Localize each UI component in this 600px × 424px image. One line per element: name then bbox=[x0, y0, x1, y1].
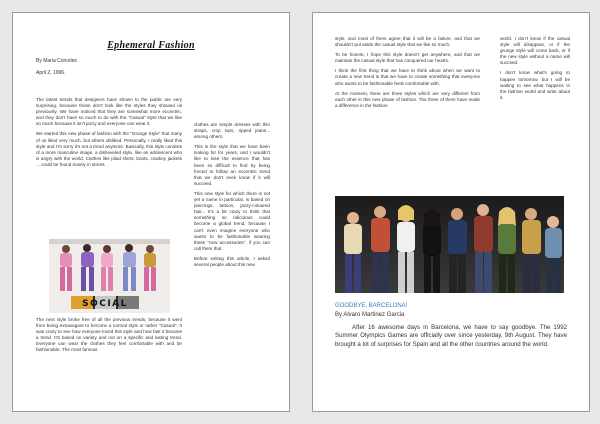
paragraph: The next style broke free of all the previous trends, because it went from being extravagant to become a normal style or rather "Casual". It was crazy to see how everyone loved this style and how fast it became a trend. It's based on variety and not on a specific and lasting trend. Everyone can wear the clothes they feel comfortable with and be fashionable. The most famous bbox=[36, 317, 182, 353]
paragraph: This is the style that we have been looking for for years, and I wouldn't like to lose the essence that has been so difficult to find by being forced to follow an eccentric trend that we don't even know if it will succeed. bbox=[194, 144, 270, 186]
paragraph: I don't know what's going to happen tomorrow, but I will be waiting to see what happens in the fashion world and write about it. bbox=[500, 70, 570, 100]
paragraph: We started this new phase of fashion with the "Grunge Style" that many of us liked very much, but others disliked. Personally, I really liked this style and I'm sorry it's not a trend anymore. Basically, this style consists of a more masculine image, a disheveled style, like an adolescent who is angry with the world. Clothes like plaid shirts, boots, cowboy jackets ... could be found mainly in stores. bbox=[36, 131, 182, 167]
paragraph: At the moment, there are three styles which are very different from each other in this new phase of fashion. The three of them have made a difference in the fashion bbox=[335, 90, 480, 108]
group-photo bbox=[335, 196, 564, 293]
fashion-photo bbox=[49, 239, 170, 313]
group-photo-image bbox=[335, 196, 564, 293]
column-4 bbox=[500, 36, 570, 105]
paragraph: style, and most of them agree that it will be a failure, and that we shouldn't put aside the casual style that we like so much. bbox=[335, 36, 480, 48]
column-2 bbox=[194, 122, 270, 272]
section-headline: GOODBYE, BARCELONA! bbox=[335, 303, 408, 309]
column-1 bbox=[36, 97, 182, 172]
paragraph: clothes are simple dresses with thin straps, crop tops, ripped jeans... among others. bbox=[194, 122, 270, 140]
right-page bbox=[312, 12, 590, 412]
column-1-lower bbox=[36, 317, 182, 358]
photo-caption: SOCIAL bbox=[82, 299, 128, 309]
paragraph: The latest trends that designers have shown to the public are very surprising, because these don't look like the styles they showed us previously. We have noticed that they are somewhat more eccentric, and they don't have so much to do with the "Casual" style that we like so much because it isn't jazzy and everyone can wear it. bbox=[36, 97, 182, 127]
section-byline: By Alvaro Martinez Garcia bbox=[335, 312, 405, 318]
paragraph: I think the first thing that we have to think about when we want to create a new trend is that we have to create something that everyone who wants to be fashionable feels comfortable with. bbox=[335, 68, 480, 86]
left-page bbox=[12, 12, 290, 412]
section-lead: After 16 awesome days in Barcelona, we have to say goodbye. The 1992 Summer Olympics Games are officially over since yesterday, 9th August. They have brought a lot of surprises for Spain and all the other countries around the world. bbox=[335, 324, 567, 348]
column-3 bbox=[335, 36, 480, 113]
fashion-photo-image bbox=[49, 239, 170, 313]
paragraph: To be honest, I hope this style doesn't get anywhere, and that we maintain the casual style that has conquered our hearts. bbox=[335, 52, 480, 64]
paragraph: This new style for which there is not yet a name in particular, is based on piercings, tattoos, jazzy-coloured hair... It's a bit crazy to think that something so ridiculous could become a global trend, because I can't even imagine everyone who wants to be fashionable wearing these "new accessories", if you can call them that. bbox=[194, 190, 270, 251]
paragraph: Before writing this article, I asked several people about this new bbox=[194, 255, 270, 267]
paragraph: world. I don't know if the casual style will disappear, or if the grunge style will come back, or if the new style without a name will succeed. bbox=[500, 36, 570, 66]
date-line: April 2, 1996. bbox=[36, 70, 66, 76]
article-title: Ephemeral Fashion bbox=[107, 40, 195, 51]
author-line: By Maria Corcoles bbox=[36, 58, 77, 64]
